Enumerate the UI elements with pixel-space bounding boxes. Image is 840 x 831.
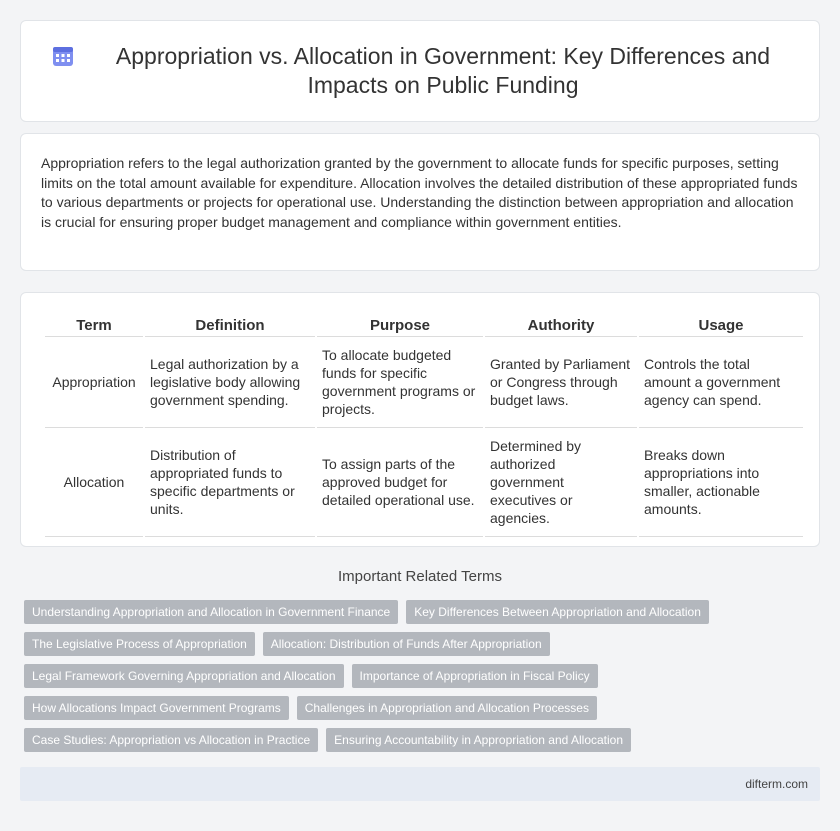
related-term-link[interactable]: How Allocations Impact Government Programs (24, 696, 289, 720)
related-term-link[interactable]: Case Studies: Appropriation vs Allocation in Practice (24, 728, 318, 752)
related-terms-heading: Important Related Terms (338, 568, 502, 585)
cell-definition: Legal authorization by a legislative body allowing government spending. (145, 337, 315, 428)
footer (20, 767, 820, 801)
cell-purpose: To assign parts of the approved budget for detailed operational use. (317, 428, 483, 537)
related-term-link[interactable]: Challenges in Appropriation and Allocation Processes (297, 696, 597, 720)
intro-card (20, 133, 820, 271)
cell-term: Appropriation (45, 337, 143, 428)
header-definition: Definition (145, 307, 315, 337)
comparison-table-card (20, 292, 820, 547)
cell-usage: Breaks down appropriations into smaller, actionable amounts. (639, 428, 803, 537)
table-header-row (45, 307, 803, 337)
calendar-grid-icon (51, 44, 75, 68)
tag-row (24, 696, 824, 720)
cell-authority: Granted by Parliament or Congress through budget laws. (485, 337, 637, 428)
related-term-link[interactable]: Understanding Appropriation and Allocation in Government Finance (24, 600, 398, 624)
comparison-table (43, 307, 805, 537)
tag-row (24, 600, 824, 624)
related-term-link[interactable]: Legal Framework Governing Appropriation and Allocation (24, 664, 344, 688)
header-usage: Usage (639, 307, 803, 337)
related-term-link[interactable]: Allocation: Distribution of Funds After Appropriation (263, 632, 550, 656)
footer-site-link[interactable]: difterm.com (745, 777, 808, 791)
related-term-link[interactable]: The Legislative Process of Appropriation (24, 632, 255, 656)
header-authority: Authority (485, 307, 637, 337)
table-row (45, 428, 803, 537)
tag-row (24, 632, 824, 656)
related-term-link[interactable]: Key Differences Between Appropriation and Allocation (406, 600, 709, 624)
page-title: Appropriation vs. Allocation in Government: Key Differences and Impacts on Public Funding (115, 43, 771, 98)
cell-definition: Distribution of appropriated funds to specific departments or units. (145, 428, 315, 537)
header-purpose: Purpose (317, 307, 483, 337)
tag-row (24, 664, 824, 688)
table-row (45, 337, 803, 428)
intro-paragraph: Appropriation refers to the legal authorization granted by the government to allocate funds for specific purposes, setting limits on the total amount available for expenditure. Allocation involves the detailed distribution of these appropriated funds to various departments or projects for operational use. Understanding the distinction between appropriation and allocation is crucial for ensuring proper budget management and compliance within government entities. (41, 155, 798, 230)
cell-authority: Determined by authorized government executives or agencies. (485, 428, 637, 537)
tag-row (24, 728, 824, 752)
cell-usage: Controls the total amount a government agency can spend. (639, 337, 803, 428)
related-term-link[interactable]: Ensuring Accountability in Appropriation and Allocation (326, 728, 631, 752)
header-term: Term (45, 307, 143, 337)
related-term-link[interactable]: Importance of Appropriation in Fiscal Policy (352, 664, 598, 688)
related-terms-list (24, 600, 824, 760)
cell-purpose: To allocate budgeted funds for specific government programs or projects. (317, 337, 483, 428)
title-card (20, 20, 820, 122)
cell-term: Allocation (45, 428, 143, 537)
